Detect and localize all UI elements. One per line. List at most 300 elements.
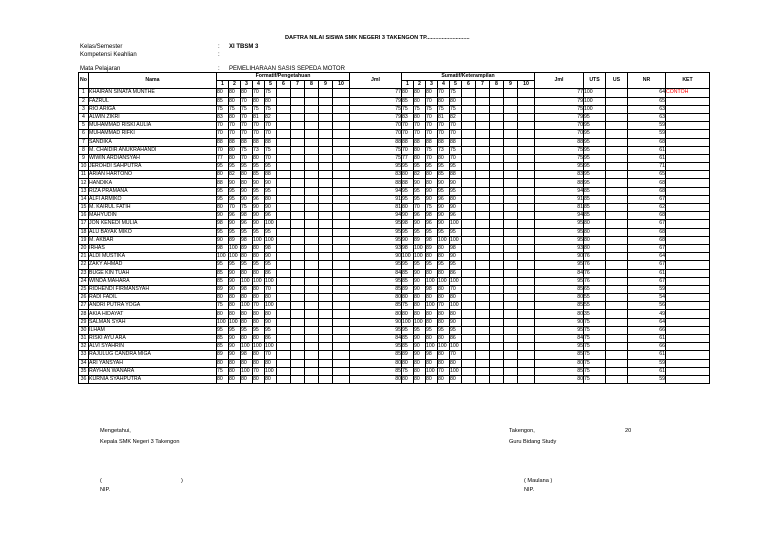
formatif-score-8: [305, 154, 319, 162]
sumatif-score-6: [462, 113, 476, 121]
sumatif-score-6: [462, 187, 476, 195]
formatif-score-5: 86: [265, 269, 277, 277]
formatif-score-9: [319, 195, 333, 203]
sumatif-score-6: [462, 89, 476, 97]
nr-score: 68: [628, 228, 666, 236]
formatif-score-8: [305, 146, 319, 154]
us-score: [606, 89, 628, 97]
sumatif-subcol-9: 9: [504, 81, 518, 89]
sumatif-score-5: 88: [450, 138, 462, 146]
sumatif-score-5: 95: [450, 163, 462, 171]
us-score: [606, 154, 628, 162]
sumatif-score-10: [518, 154, 535, 162]
formatif-score-4: 95: [253, 163, 265, 171]
student-name: MUHAMMAD RIFKI: [89, 130, 217, 138]
table-row: [79, 343, 710, 351]
sumatif-score-6: [462, 163, 476, 171]
formatif-score-2: 95: [229, 163, 241, 171]
formatif-score-8: [305, 195, 319, 203]
sumatif-score-4: 95: [438, 326, 450, 334]
sumatif-score-10: [518, 195, 535, 203]
sumatif-score-2: 90: [414, 351, 426, 359]
formatif-score-5: 95: [265, 326, 277, 334]
formatif-score-7: [291, 146, 305, 154]
sumatif-score-4: 73: [438, 146, 450, 154]
formatif-score-2: 90: [229, 220, 241, 228]
sumatif-score-6: [462, 228, 476, 236]
formatif-score-2: 90: [229, 351, 241, 359]
us-score: [606, 236, 628, 244]
formatif-score-5: 90: [265, 318, 277, 326]
sumatif-score-7: [476, 212, 490, 220]
formatif-score-3: 80: [241, 269, 253, 277]
sumatif-score-7: [476, 179, 490, 187]
sumatif-score-3: 80: [426, 294, 438, 302]
sumatif-score-4: 80: [438, 375, 450, 383]
us-score: [606, 187, 628, 195]
sumatif-jml: 80: [535, 294, 584, 302]
row-no: 25: [79, 285, 89, 293]
sumatif-score-1: 83: [402, 113, 414, 121]
sumatif-score-8: [490, 154, 504, 162]
formatif-jml: 95: [350, 163, 402, 171]
formatif-score-7: [291, 367, 305, 375]
formatif-score-1: 98: [217, 244, 229, 252]
sumatif-score-6: [462, 261, 476, 269]
formatif-score-7: [291, 351, 305, 359]
sumatif-score-2: 90: [414, 285, 426, 293]
ket-note: [666, 122, 710, 130]
sumatif-score-7: [476, 130, 490, 138]
us-score: [606, 367, 628, 375]
formatif-score-8: [305, 335, 319, 343]
us-score: [606, 146, 628, 154]
formatif-score-3: 70: [241, 97, 253, 105]
sumatif-score-9: [504, 154, 518, 162]
sumatif-score-3: 80: [426, 310, 438, 318]
student-name: ZAKY AHMAD: [89, 261, 217, 269]
nr-score: 66: [628, 343, 666, 351]
sumatif-jml: 79: [535, 97, 584, 105]
formatif-jml: 95: [350, 236, 402, 244]
formatif-score-10: [333, 375, 350, 383]
uts-score: 80: [584, 236, 606, 244]
formatif-score-3: 75: [241, 204, 253, 212]
sumatif-score-4: 80: [438, 318, 450, 326]
sumatif-score-4: 81: [438, 113, 450, 121]
formatif-score-1: 100: [217, 253, 229, 261]
sumatif-score-10: [518, 253, 535, 261]
ket-note: [666, 326, 710, 334]
formatif-score-9: [319, 277, 333, 285]
formatif-score-5: 88: [265, 171, 277, 179]
sumatif-score-3: 98: [426, 236, 438, 244]
sumatif-subcol-1: 1: [402, 81, 414, 89]
formatif-score-3: 80: [241, 179, 253, 187]
sumatif-score-3: 90: [426, 195, 438, 203]
formatif-score-7: [291, 236, 305, 244]
formatif-score-7: [291, 261, 305, 269]
formatif-score-5: 95: [265, 228, 277, 236]
formatif-score-4: 90: [253, 179, 265, 187]
sumatif-jml: 80: [535, 310, 584, 318]
ket-note: [666, 130, 710, 138]
sumatif-score-1: 95: [402, 228, 414, 236]
sumatif-score-4: 95: [438, 228, 450, 236]
student-name: ILHAM: [89, 326, 217, 334]
formatif-score-2: 90: [229, 343, 241, 351]
sumatif-score-8: [490, 277, 504, 285]
sumatif-score-5: 70: [450, 285, 462, 293]
sumatif-score-1: 80: [402, 294, 414, 302]
formatif-jml: 75: [350, 154, 402, 162]
student-name: SALMAN SYAH: [89, 318, 217, 326]
formatif-score-1: 88: [217, 138, 229, 146]
sumatif-score-6: [462, 122, 476, 130]
formatif-score-7: [291, 212, 305, 220]
sumatif-score-1: 85: [402, 277, 414, 285]
sumatif-score-3: 95: [426, 261, 438, 269]
sumatif-score-3: 90: [426, 187, 438, 195]
sumatif-score-3: 100: [426, 343, 438, 351]
sumatif-score-5: 80: [450, 97, 462, 105]
formatif-score-6: [277, 179, 291, 187]
sumatif-score-10: [518, 220, 535, 228]
row-no: 11: [79, 171, 89, 179]
row-no: 16: [79, 212, 89, 220]
formatif-jml: 80: [350, 375, 402, 383]
nr-score: 65: [628, 171, 666, 179]
formatif-score-8: [305, 187, 319, 195]
uts-score: 76: [584, 253, 606, 261]
formatif-score-1: 85: [217, 277, 229, 285]
us-score: [606, 277, 628, 285]
formatif-score-7: [291, 359, 305, 367]
formatif-score-3: 80: [241, 375, 253, 383]
uts-score: 76: [584, 277, 606, 285]
ket-note: [666, 171, 710, 179]
formatif-subcol-6: 6: [277, 81, 291, 89]
nr-score: 64: [628, 89, 666, 97]
formatif-score-7: [291, 204, 305, 212]
row-no: 2: [79, 97, 89, 105]
sumatif-score-5: 75: [450, 146, 462, 154]
sumatif-score-10: [518, 359, 535, 367]
formatif-score-6: [277, 302, 291, 310]
formatif-score-5: 80: [265, 310, 277, 318]
student-name: BUGE KIN TUAH: [89, 269, 217, 277]
table-row: [79, 212, 710, 220]
sumatif-score-4: 95: [438, 261, 450, 269]
us-score: [606, 171, 628, 179]
sumatif-score-7: [476, 220, 490, 228]
sumatif-score-3: 95: [426, 163, 438, 171]
formatif-score-8: [305, 302, 319, 310]
col-jml-sumatif-header: Jml: [535, 73, 584, 89]
sumatif-score-9: [504, 367, 518, 375]
row-no: 15: [79, 204, 89, 212]
formatif-score-3: 96: [241, 220, 253, 228]
page-title: DAFTRA NILAI SISWA SMK NEGERI 3 TAKENGON TP............................: [285, 35, 470, 41]
sumatif-score-1: 98: [402, 220, 414, 228]
us-score: [606, 244, 628, 252]
sumatif-score-7: [476, 187, 490, 195]
formatif-score-10: [333, 359, 350, 367]
student-name: ANDRI PUTRA YOGA: [89, 302, 217, 310]
sumatif-score-6: [462, 138, 476, 146]
nr-score: 63: [628, 113, 666, 121]
sumatif-score-3: 75: [426, 204, 438, 212]
sumatif-score-7: [476, 277, 490, 285]
sumatif-score-9: [504, 359, 518, 367]
nr-score: 63: [628, 105, 666, 113]
formatif-score-10: [333, 138, 350, 146]
student-name: MAHYUDIN: [89, 212, 217, 220]
sumatif-score-7: [476, 310, 490, 318]
row-no: 12: [79, 179, 89, 187]
formatif-score-2: 100: [229, 253, 241, 261]
formatif-score-9: [319, 318, 333, 326]
sumatif-score-10: [518, 187, 535, 195]
sumatif-jml: 95: [535, 228, 584, 236]
formatif-score-1: 95: [217, 228, 229, 236]
formatif-score-1: 70: [217, 146, 229, 154]
sumatif-score-7: [476, 375, 490, 383]
sumatif-jml: 95: [535, 326, 584, 334]
table-row: [79, 326, 710, 334]
formatif-score-5: 82: [265, 113, 277, 121]
formatif-score-1: 95: [217, 326, 229, 334]
sumatif-jml: 94: [535, 212, 584, 220]
formatif-score-5: 90: [265, 179, 277, 187]
formatif-score-4: 75: [253, 105, 265, 113]
formatif-score-5: 90: [265, 204, 277, 212]
formatif-score-4: 85: [253, 171, 265, 179]
formatif-score-7: [291, 228, 305, 236]
nr-score: 67: [628, 220, 666, 228]
student-name: ALWIN ZIKRI: [89, 113, 217, 121]
sumatif-score-5: 96: [450, 212, 462, 220]
sumatif-score-10: [518, 326, 535, 334]
formatif-score-2: 89: [229, 236, 241, 244]
formatif-score-7: [291, 187, 305, 195]
formatif-score-1: 80: [217, 310, 229, 318]
formatif-score-4: 80: [253, 335, 265, 343]
formatif-jml: 80: [350, 310, 402, 318]
sumatif-score-6: [462, 154, 476, 162]
formatif-score-4: 70: [253, 130, 265, 138]
sumatif-score-3: 75: [426, 105, 438, 113]
formatif-score-6: [277, 163, 291, 171]
formatif-score-3: 80: [241, 310, 253, 318]
sumatif-score-3: 89: [426, 244, 438, 252]
uts-score: 55: [584, 302, 606, 310]
sumatif-score-9: [504, 122, 518, 130]
formatif-score-7: [291, 302, 305, 310]
sumatif-score-2: 95: [414, 326, 426, 334]
sumatif-score-5: 100: [450, 367, 462, 375]
formatif-subcol-10: 10: [333, 81, 350, 89]
formatif-score-5: 80: [265, 97, 277, 105]
sumatif-score-2: 95: [414, 228, 426, 236]
sumatif-score-1: 75: [402, 367, 414, 375]
formatif-jml: 85: [350, 351, 402, 359]
sumatif-score-5: 95: [450, 326, 462, 334]
formatif-score-5: 70: [265, 351, 277, 359]
formatif-score-4: 95: [253, 261, 265, 269]
formatif-score-6: [277, 367, 291, 375]
table-row: [79, 269, 710, 277]
sumatif-score-9: [504, 138, 518, 146]
sumatif-score-10: [518, 236, 535, 244]
uts-score: 100: [584, 97, 606, 105]
sumatif-score-2: 70: [414, 130, 426, 138]
meta-colon-mapel: :: [218, 66, 220, 72]
ket-note: [666, 204, 710, 212]
formatif-score-6: [277, 244, 291, 252]
row-no: 26: [79, 294, 89, 302]
table-row: [79, 375, 710, 383]
sumatif-score-1: 77: [402, 154, 414, 162]
formatif-score-7: [291, 285, 305, 293]
sumatif-score-4: 80: [438, 351, 450, 359]
student-name: ALU BAYAK MIKO: [89, 228, 217, 236]
row-no: 9: [79, 154, 89, 162]
sumatif-jml: 94: [535, 187, 584, 195]
nr-score: 61: [628, 351, 666, 359]
sumatif-score-5: 70: [450, 122, 462, 130]
nr-score: 67: [628, 277, 666, 285]
uts-score: 80: [584, 228, 606, 236]
sumatif-score-2: 80: [414, 294, 426, 302]
sumatif-score-6: [462, 367, 476, 375]
formatif-score-6: [277, 253, 291, 261]
formatif-score-10: [333, 105, 350, 113]
sumatif-score-7: [476, 294, 490, 302]
sumatif-score-4: 80: [438, 294, 450, 302]
formatif-score-5: 95: [265, 261, 277, 269]
sumatif-score-4: 85: [438, 171, 450, 179]
sumatif-score-9: [504, 310, 518, 318]
formatif-score-9: [319, 367, 333, 375]
sumatif-jml: 75: [535, 105, 584, 113]
sumatif-score-3: 95: [426, 326, 438, 334]
footer-teacher-name: ( Maulana ): [524, 478, 553, 484]
ket-note: [666, 294, 710, 302]
formatif-score-4: 70: [253, 302, 265, 310]
sumatif-score-1: 95: [402, 195, 414, 203]
formatif-score-2: 90: [229, 285, 241, 293]
table-row: [79, 318, 710, 326]
formatif-jml: 90: [350, 253, 402, 261]
sumatif-score-8: [490, 285, 504, 293]
table-row: [79, 261, 710, 269]
formatif-score-8: [305, 130, 319, 138]
sumatif-score-7: [476, 138, 490, 146]
sumatif-score-7: [476, 171, 490, 179]
student-name: WINDA MAHARA: [89, 277, 217, 285]
formatif-score-10: [333, 187, 350, 195]
sumatif-score-2: 88: [414, 138, 426, 146]
sumatif-score-6: [462, 253, 476, 261]
formatif-score-9: [319, 236, 333, 244]
formatif-score-4: 70: [253, 89, 265, 97]
formatif-score-9: [319, 105, 333, 113]
formatif-score-2: 90: [229, 277, 241, 285]
table-row: [79, 130, 710, 138]
formatif-score-6: [277, 171, 291, 179]
sumatif-score-4: 70: [438, 89, 450, 97]
sumatif-score-2: 90: [414, 269, 426, 277]
formatif-score-4: 80: [253, 375, 265, 383]
student-name: JON KENEDI MULIA: [89, 220, 217, 228]
student-name: SANDIKA: [89, 138, 217, 146]
row-no: 17: [79, 220, 89, 228]
sumatif-score-9: [504, 318, 518, 326]
ket-note: [666, 285, 710, 293]
formatif-score-3: 98: [241, 351, 253, 359]
uts-score: 35: [584, 310, 606, 318]
formatif-score-2: 95: [229, 228, 241, 236]
formatif-score-6: [277, 122, 291, 130]
sumatif-score-9: [504, 253, 518, 261]
formatif-score-8: [305, 277, 319, 285]
us-score: [606, 261, 628, 269]
us-score: [606, 97, 628, 105]
sumatif-score-2: 80: [414, 302, 426, 310]
formatif-score-6: [277, 326, 291, 334]
formatif-score-9: [319, 335, 333, 343]
formatif-score-1: 95: [217, 187, 229, 195]
row-no: 1: [79, 89, 89, 97]
meta-label-kelas: Kelas/Semester: [80, 44, 123, 50]
sumatif-score-4: 70: [438, 130, 450, 138]
uts-score: 95: [584, 138, 606, 146]
formatif-score-7: [291, 154, 305, 162]
sumatif-score-5: 80: [450, 294, 462, 302]
formatif-score-2: 100: [229, 244, 241, 252]
formatif-score-2: 80: [229, 302, 241, 310]
sumatif-score-7: [476, 89, 490, 97]
sumatif-score-4: 80: [438, 310, 450, 318]
table-row: [79, 310, 710, 318]
meta-label-mapel: Mata Pelajaran: [80, 66, 121, 72]
formatif-score-6: [277, 97, 291, 105]
row-no: 22: [79, 261, 89, 269]
nr-score: 68: [628, 179, 666, 187]
formatif-score-10: [333, 318, 350, 326]
meta-colon-kompetensi: :: [218, 52, 220, 58]
sumatif-score-8: [490, 359, 504, 367]
sumatif-jml: 83: [535, 171, 584, 179]
sumatif-score-3: 100: [426, 367, 438, 375]
formatif-score-3: 80: [241, 294, 253, 302]
footer-mengetahui: Mengetahui,: [100, 428, 131, 434]
sumatif-score-8: [490, 253, 504, 261]
formatif-score-5: 98: [265, 244, 277, 252]
formatif-score-5: 95: [265, 187, 277, 195]
sumatif-score-4: 90: [438, 212, 450, 220]
row-no: 35: [79, 367, 89, 375]
formatif-score-3: 70: [241, 154, 253, 162]
sumatif-score-2: 90: [414, 179, 426, 187]
formatif-score-8: [305, 163, 319, 171]
formatif-score-2: 80: [229, 375, 241, 383]
row-no: 29: [79, 318, 89, 326]
sumatif-score-9: [504, 343, 518, 351]
formatif-score-10: [333, 122, 350, 130]
student-name: RIO ARIGA: [89, 105, 217, 113]
